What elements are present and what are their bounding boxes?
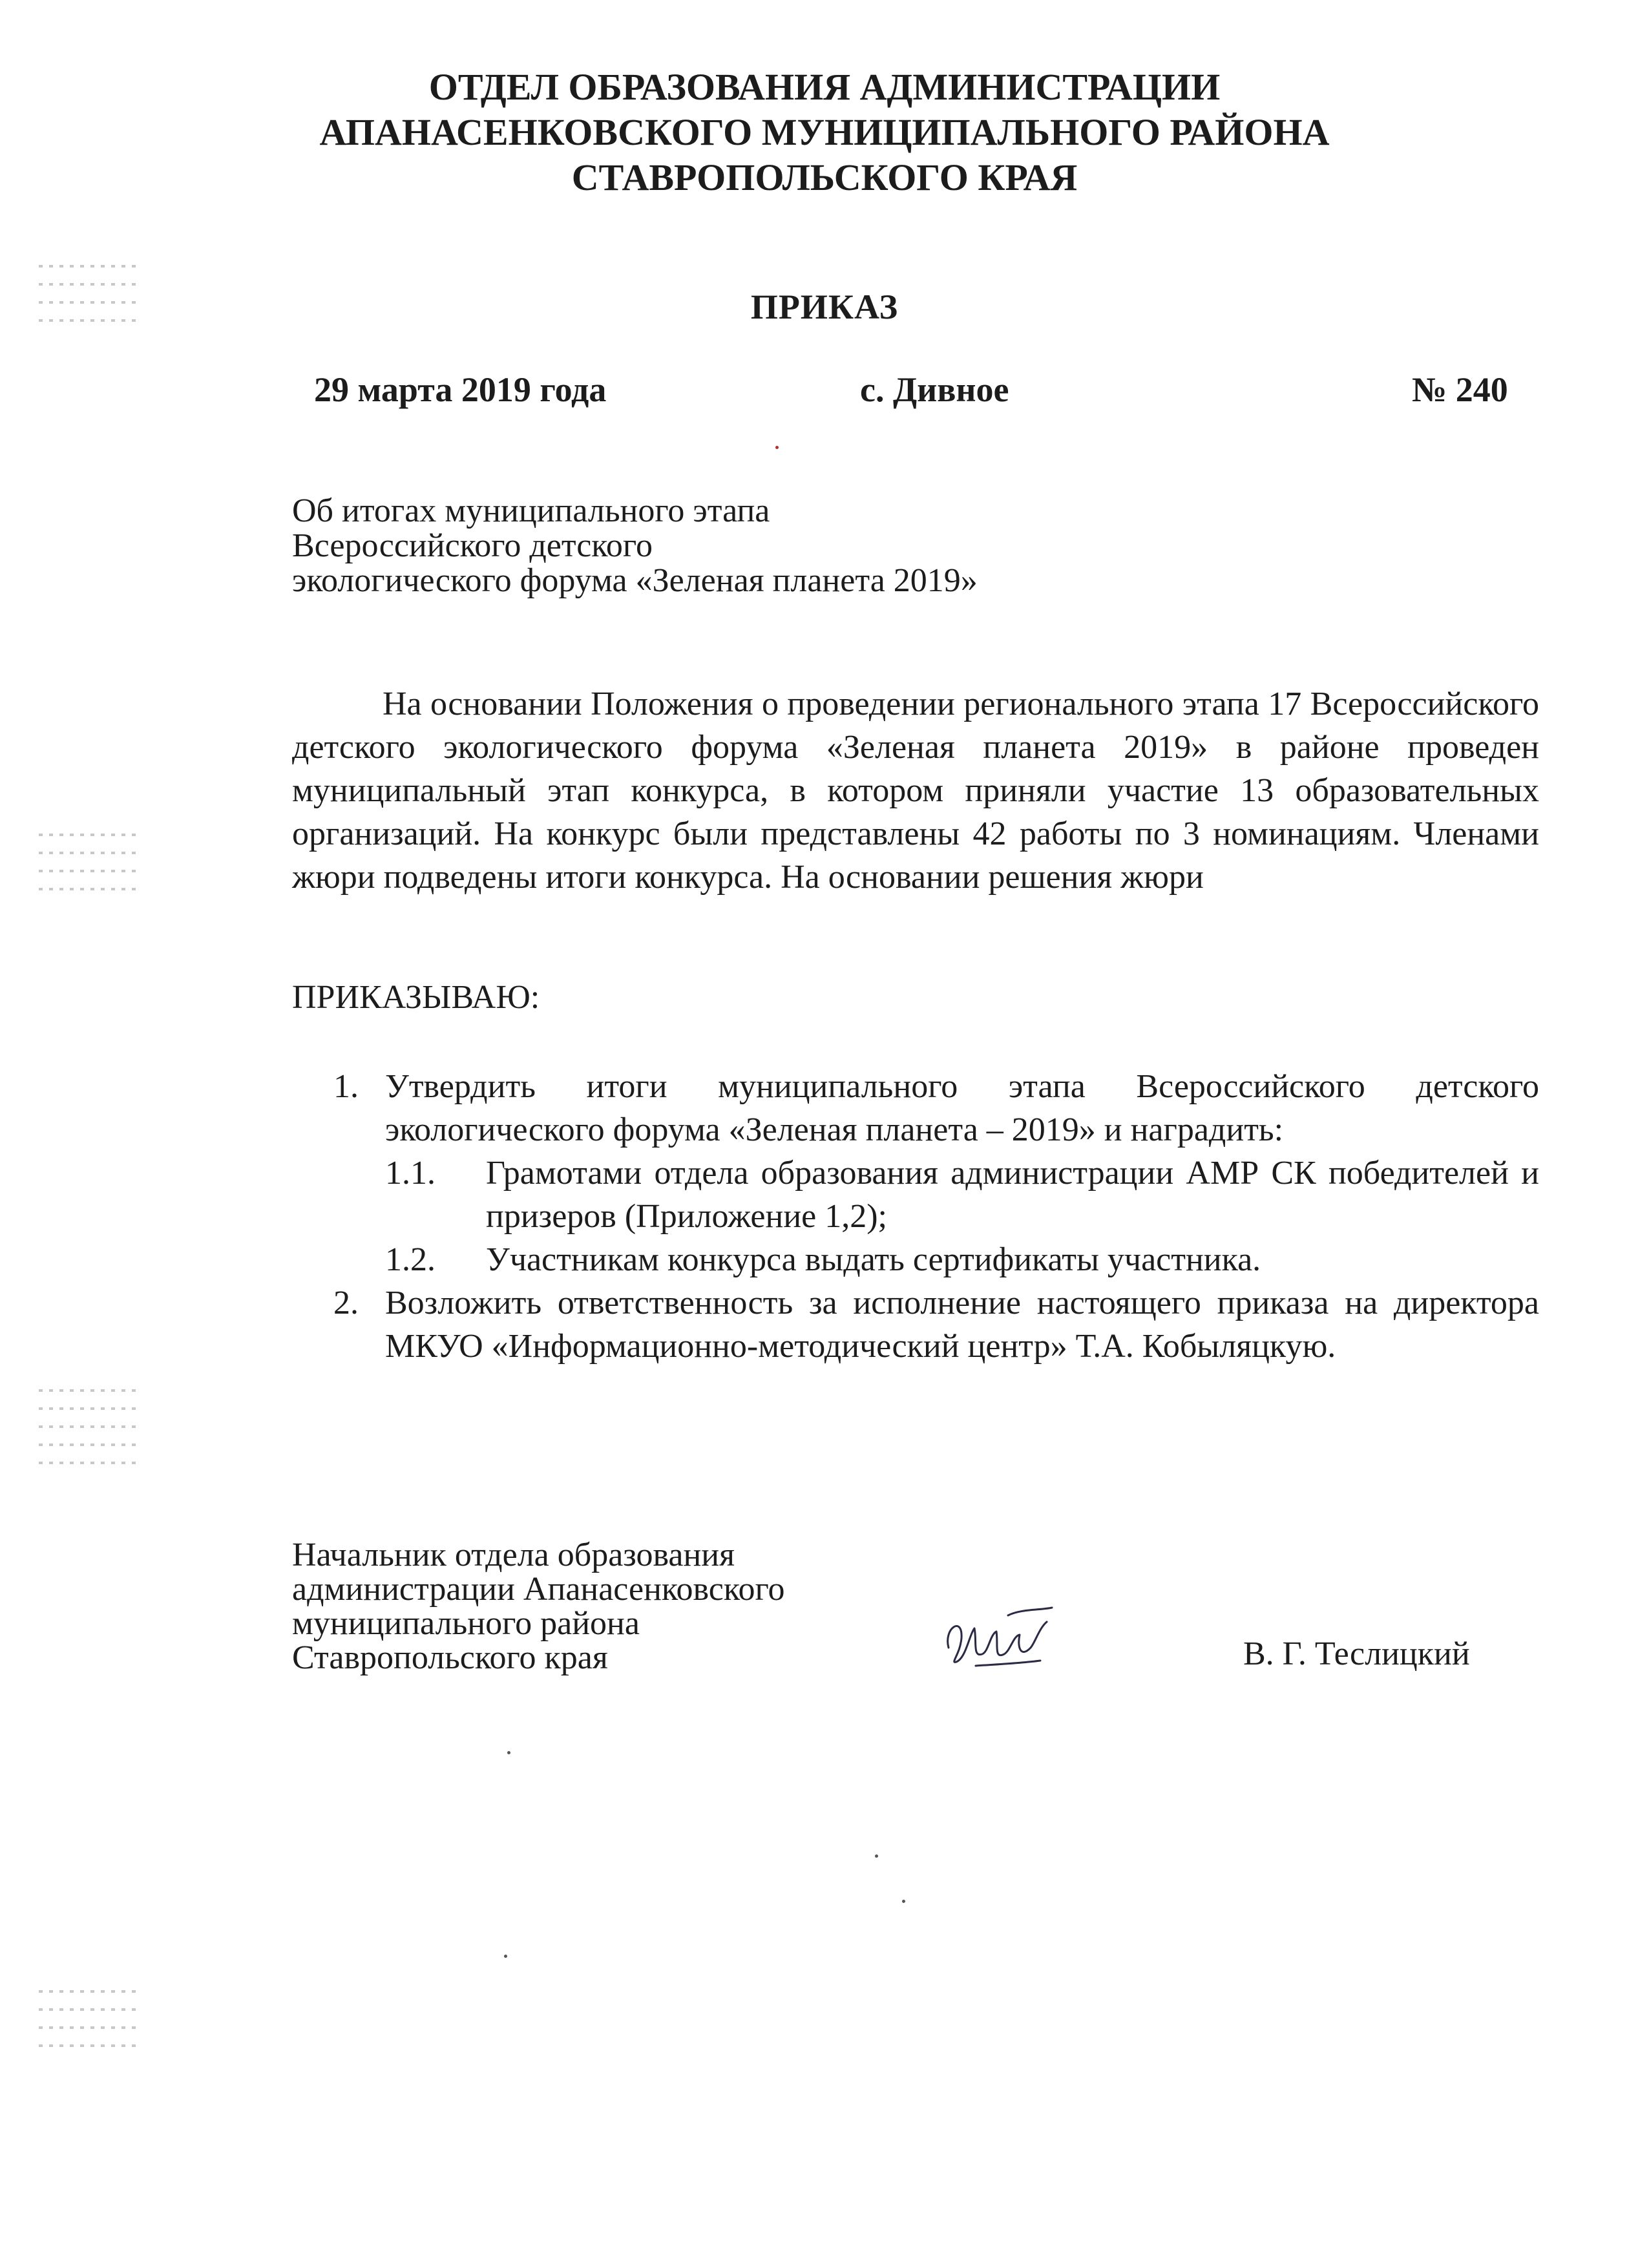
scan-speck: [875, 1854, 878, 1858]
order-directive-word: ПРИКАЗЫВАЮ:: [292, 979, 540, 1016]
scan-speck: [902, 1900, 905, 1903]
sub-list-item: [292, 1238, 1539, 1281]
position-line: Начальник отдела образования: [292, 1537, 735, 1573]
header-line: ОТДЕЛ ОБРАЗОВАНИЯ АДМИНИСТРАЦИИ: [428, 66, 1221, 108]
order-date: 29 марта 2019 года: [314, 370, 607, 409]
handwritten-signature: [937, 1602, 1060, 1674]
signatory-name: В. Г. Теслицкий: [1243, 1635, 1470, 1672]
scan-artifact: [39, 1990, 142, 2063]
scan-speck: [507, 1751, 510, 1754]
scan-artifact: [39, 1389, 142, 1480]
subject-line: экологического форума «Зеленая планета 2019»: [292, 562, 978, 599]
scan-speck: [775, 446, 779, 449]
item-number: 2.: [333, 1285, 359, 1321]
item-text: Утвердить итоги муниципального этапа Всероссийского детского экологического форума «Зеленая планета – 2019» и наградить:: [385, 1068, 1539, 1148]
sub-item-text: Грамотами отдела образования администрации АМР СК победителей и призеров (Приложение 1,2);: [486, 1155, 1539, 1235]
position-line: муниципального района: [292, 1605, 640, 1642]
header-line: АПАНАСЕНКОВСКОГО МУНИЦИПАЛЬНОГО РАЙОНА: [319, 111, 1330, 153]
scan-artifact: [39, 834, 142, 906]
sub-item-number: 1.1.: [385, 1155, 436, 1192]
order-title: ПРИКАЗ: [750, 288, 899, 326]
list-item: [292, 1065, 1539, 1151]
organization-header: [0, 65, 1649, 200]
sub-item-number: 1.2.: [385, 1241, 436, 1278]
list-item: [292, 1281, 1539, 1368]
signatory-position: [292, 1538, 785, 1675]
header-line: СТАВРОПОЛЬСКОГО КРАЯ: [571, 156, 1078, 198]
scan-speck: [504, 1955, 507, 1958]
order-subject: [292, 494, 978, 598]
position-line: администрации Апанасенковского: [292, 1571, 785, 1608]
position-line: Ставропольского края: [292, 1639, 608, 1676]
preamble-paragraph: На основании Положения о проведении регионального этапа 17 Всероссийского детского экологического форума «Зеленая планета 2019» в районе проведен муниципальный этап конкурса, в котором приняли участие 13 образовательных организаций. На конкурс были представлены 42 работы по 3 номинациям. Членами жюри подведены итоги конкурса. На основании решения жюри: [292, 686, 1539, 896]
order-place: с. Дивное: [860, 370, 1009, 409]
subject-line: Об итогах муниципального этапа: [292, 492, 770, 529]
order-items-list: [292, 1065, 1539, 1368]
order-number: № 240: [1412, 370, 1508, 409]
sub-list-item: [292, 1151, 1539, 1238]
item-number: 1.: [333, 1068, 359, 1105]
item-text: Возложить ответственность за исполнение настоящего приказа на директора МКУО «Информационно-методический центр» Т.А. Кобыляцкую.: [385, 1285, 1539, 1365]
subject-line: Всероссийского детского: [292, 527, 653, 564]
sub-item-text: Участникам конкурса выдать сертификаты участника.: [486, 1241, 1261, 1278]
